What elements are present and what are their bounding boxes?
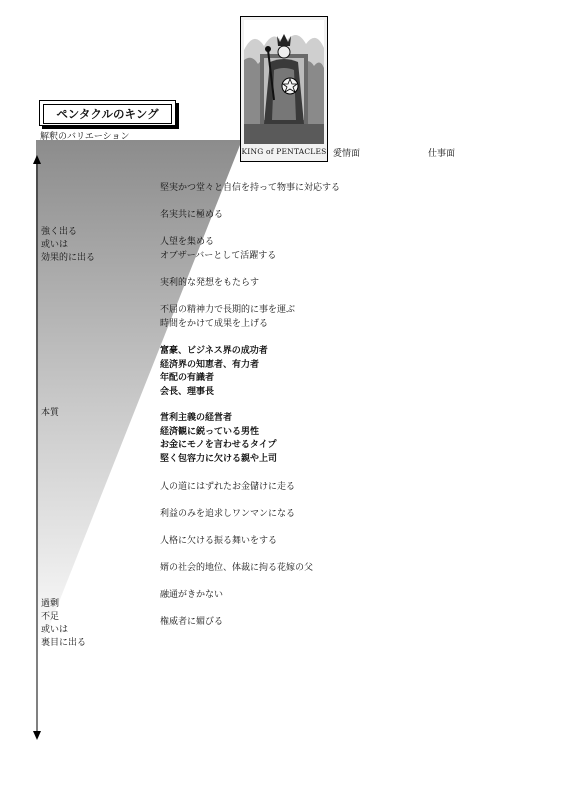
axis-label-weak [41,598,86,650]
interpretation-item [160,236,276,263]
interpretation-item [160,304,295,331]
title-box [39,100,176,126]
axis-label-line: 過剰 [41,599,60,609]
card-caption: KING of PENTACLES [241,147,327,156]
axis-label-strong [41,226,95,265]
item-line: 人格に欠ける振る舞いをする [160,536,278,546]
interpretation-item [160,508,295,522]
axis-label-line: 或いは [41,240,69,250]
column-header-love: 愛情面 [333,149,361,159]
item-line: 堅く包容力に欠ける親や上司 [160,453,278,464]
column-header-work: 仕事面 [428,149,456,159]
axis-label-line: 効果的に出る [41,253,96,263]
axis-label-line: 強く出る [41,227,78,237]
subtitle: 解釈のバリエーション [40,132,130,142]
item-line: 経済界の知恵者、有力者 [160,359,260,370]
interpretation-item [160,535,277,549]
page-title: ペンタクルのキング [43,104,172,124]
item-line: 営利主義の経営者 [160,413,233,423]
item-line: 権威者に媚びる [160,617,224,627]
king-figure-icon [244,20,324,144]
item-line: 実利的な発想をもたらす [160,278,260,288]
interpretation-item [160,562,313,576]
axis-label-essence: 本質 [41,408,60,418]
interpretation-item [160,209,223,223]
interpretation-item [160,481,295,495]
interpretation-item [160,182,340,196]
interpretation-item [160,412,277,466]
item-line: 堅実かつ堂々と自信を持って物事に対応する [160,183,341,193]
item-line: 会長、理事長 [160,386,215,397]
tarot-card-image [240,16,328,162]
item-line: お金にモノを言わせるタイプ [160,440,277,451]
interpretation-item [160,345,268,399]
item-line: 名実共に極める [160,210,224,220]
item-line: 人望を集める [160,237,215,247]
interpretation-item [160,616,223,630]
item-line: 時間をかけて成果を上げる [160,318,269,329]
item-line: 経済観に鋭っている男性 [160,426,260,437]
axis-label-line: 或いは [41,625,69,635]
item-line: 人の道にはずれたお金儲けに走る [160,482,296,492]
interpretation-item [160,277,259,291]
item-line: 富豪、ビジネス界の成功者 [160,346,268,356]
axis-label-line: 裏目に出る [41,638,87,648]
axis-label-line: 不足 [41,612,60,622]
item-line: 年配の有識者 [160,373,215,384]
item-line: 利益のみを追求しワンマンになる [160,509,296,519]
item-line: 融通がきかない [160,590,224,600]
item-line: 婿の社会的地位、体裁に拘る花嫁の父 [160,563,314,573]
item-line: オブザーバーとして活躍する [160,250,277,261]
item-line: 不屈の精神力で長期的に事を運ぶ [160,305,296,315]
interpretation-item [160,589,223,603]
